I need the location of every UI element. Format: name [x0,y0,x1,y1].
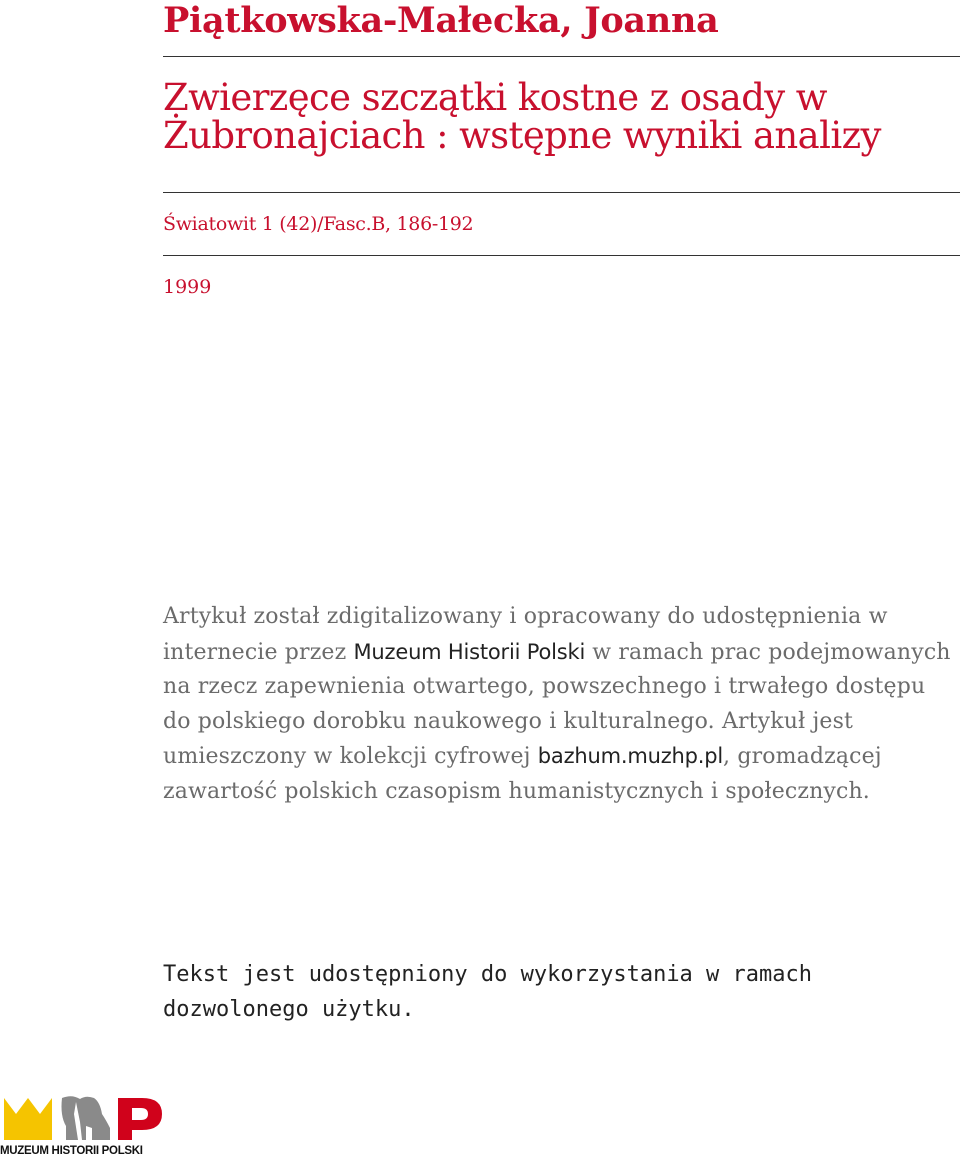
article-title: Zwierzęce szczątki kostne z osady w Żubronajciach : wstępne wyniki analizy [163,76,881,157]
author-name: Piątkowska-Małecka, Joanna [163,0,719,41]
divider-bottom [163,255,960,256]
license-note: Tekst jest udostępniony do wykorzystania w ramach dozwolonego użytku. [163,962,813,1022]
logo-caption: MUZEUM HISTORII POLSKI [0,1145,143,1157]
note-text-3: , gromadzącej zawartość polskich czasopism humanistycznych i społecznych. [163,744,882,804]
note-text-1: Artykuł został zdigitalizowany i opracowany do udostępnienia w internecie przez [163,604,888,665]
divider-middle [163,192,960,193]
mhp-logo-icon [2,1092,164,1142]
journal-source: Światowit 1 (42)/Fasc.B, 186-192 [163,213,474,235]
logo-p-letter [118,1098,162,1140]
publication-year: 1999 [163,276,212,298]
bazhum-link[interactable]: bazhum.muzhp.pl [537,744,724,768]
logo-m-crown [4,1098,52,1140]
divider-top [163,56,960,57]
museum-name: Muzeum Historii Polski [353,639,586,664]
digitization-note [163,600,953,809]
note-text-2: w ramach prac podejmowanych na rzecz zapewnienia otwartego, powszechnego i trwałego dostępu do polskiego dorobku naukowego i kulturalnego. Artykuł jest umieszczony w kolekcji cyfrowej [163,639,951,769]
logo-h-profile [62,1096,111,1140]
